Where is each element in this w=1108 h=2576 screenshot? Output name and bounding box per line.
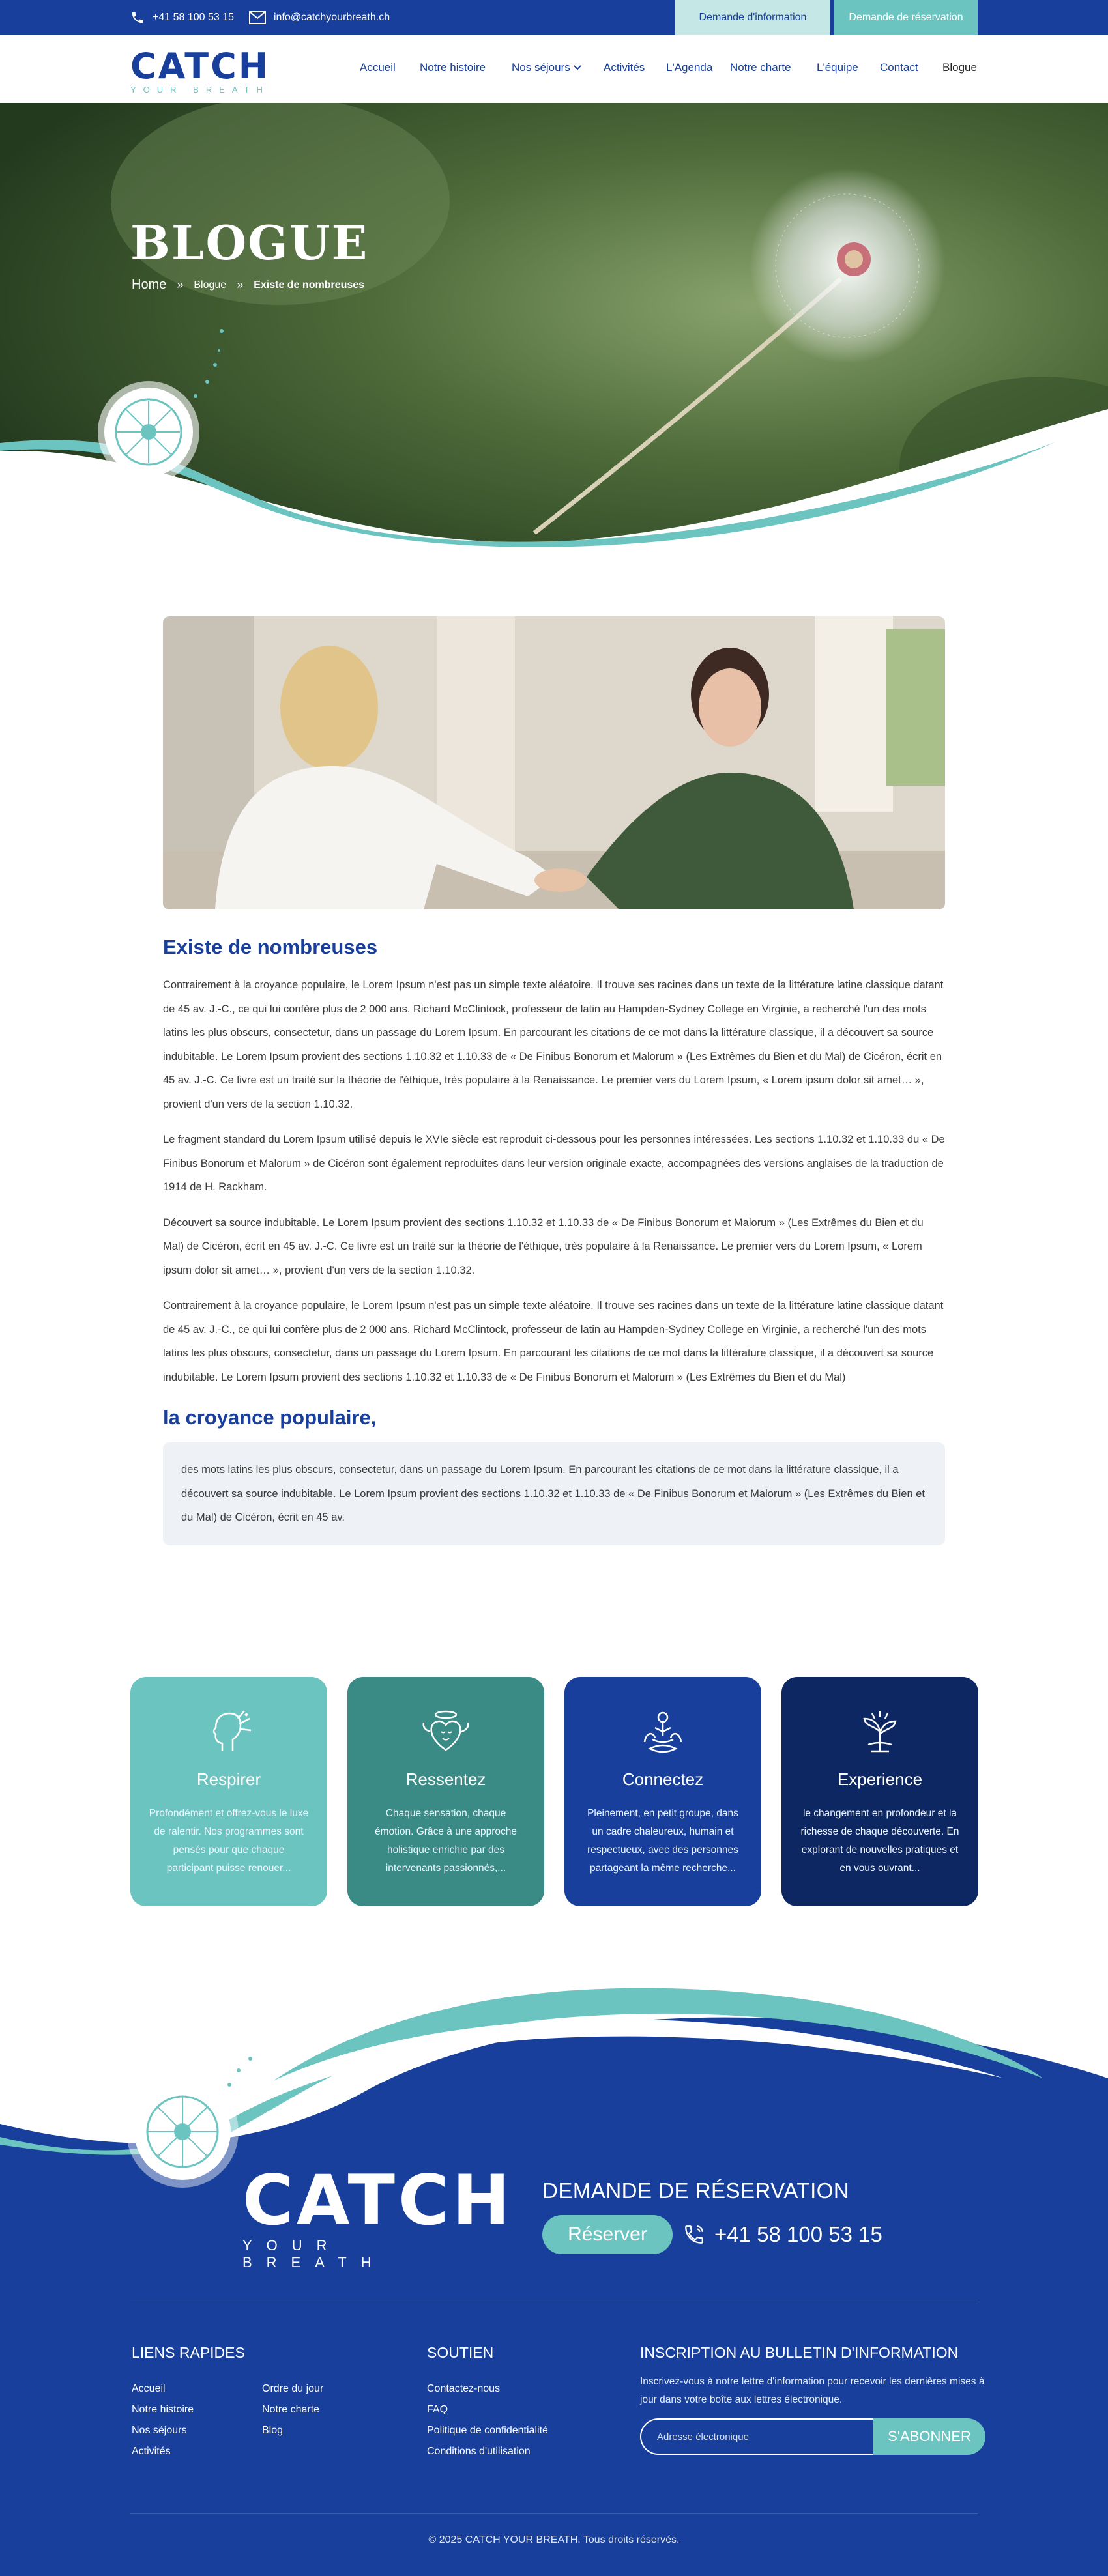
- feature-card[interactable]: [781, 1677, 978, 1906]
- feature-card-text: Pleinement, en petit groupe, dans un cadre chaleureux, humain et respectueux, avec des personnes partageant la même recherche...: [587, 1808, 738, 1874]
- breathing-head-icon: [203, 1706, 255, 1758]
- article-body: [163, 936, 945, 1545]
- nav-contact[interactable]: Contact: [880, 61, 918, 74]
- footer-link-contact[interactable]: Contactez-nous: [427, 2383, 501, 2394]
- breadcrumb-separator-icon: »: [237, 278, 244, 291]
- topbar-email[interactable]: [249, 0, 390, 35]
- footer-link-accueil[interactable]: Accueil: [132, 2383, 166, 2394]
- breadcrumb-section[interactable]: Blogue: [194, 279, 227, 291]
- site-header: [0, 35, 1108, 103]
- nav-accueil[interactable]: Accueil: [360, 61, 396, 74]
- main-nav: [0, 35, 1108, 103]
- nav-sejours[interactable]: [512, 61, 582, 74]
- article-featured-image: [163, 616, 945, 909]
- article-paragraph: Découvert sa source indubitable. Le Lorem Ipsum provient des sections 1.10.32 et 1.10.33 de « De Finibus Bonorum et Malorum » (Les Extrêmes du Bien et du Mal) de Cicéron, écrit en 45 av. J.-C. Ce livre est un traité sur la théorie de l'éthique, très populaire à la Renaissance. Le premier vers du Lorem Ipsum, « Lorem ipsum dolor sit amet… », provient d'un vers de la section 1.10.32.: [163, 1216, 924, 1276]
- nav-histoire[interactable]: Notre histoire: [420, 61, 486, 74]
- footer-phone[interactable]: [683, 2215, 882, 2254]
- nav-equipe[interactable]: L'équipe: [817, 61, 858, 74]
- newsletter-description: Inscrivez-vous à notre lettre d'information pour recevoir les dernières mises à jour dans votre boîte aux lettres électronique.: [640, 2376, 985, 2405]
- info-request-button[interactable]: Demande d'information: [675, 0, 830, 35]
- footer-link-blog[interactable]: Blog: [262, 2425, 284, 2436]
- footer-wave-background: [0, 1961, 1108, 2576]
- feature-cards: [130, 1677, 978, 1906]
- copyright-text: © 2025 CATCH YOUR BREATH. Tous droits réservés.: [428, 2534, 680, 2545]
- phone-icon: [683, 2224, 705, 2246]
- footer-logo-tagline: YOUR BREATH: [242, 2237, 386, 2270]
- newsletter-email-input[interactable]: [640, 2418, 882, 2455]
- article-paragraph: Contrairement à la croyance populaire, le Lorem Ipsum n'est pas un simple texte aléatoire. Il trouve ses racines dans un texte de la littérature latine classique datant de 45 av. J.-C., ce qui lui confère plus de 2 000 ans. Richard McClintock, professeur de latin au Hampden-Sydney College en Virginie, a recherché l'un des mots latins les plus obscurs, consectetur, dans un passage du Lorem Ipsum. En parcourant les citations de ce mot dans la littérature classique, il a découvert sa source indubitable. Le Lorem Ipsum provient des sections 1.10.32 et 1.10.33 de « De Finibus Bonorum et Malorum » (Les Extrêmes du Bien et du Mal) de Cicéron, écrit en 45 av. J.-C. Ce livre est un traité sur la théorie de l'éthique, très populaire à la Renaissance. Le premier vers du Lorem Ipsum, « Lorem ipsum dolor sit amet… », provient d'un vers de la section 1.10.32.: [163, 979, 944, 1110]
- newsletter-title: INSCRIPTION AU BULLETIN D'INFORMATION: [640, 2344, 959, 2361]
- subscribe-button[interactable]: S'ABONNER: [873, 2418, 985, 2455]
- feature-card[interactable]: [130, 1677, 327, 1906]
- topbar-phone-text: +41 58 100 53 15: [153, 12, 235, 23]
- footer-link-sejours[interactable]: Nos séjours: [132, 2425, 187, 2436]
- feature-card[interactable]: [564, 1677, 761, 1906]
- footer-link-faq[interactable]: FAQ: [427, 2404, 448, 2415]
- heart-angel-icon: [420, 1706, 472, 1758]
- feature-card-title: Ressentez: [405, 1769, 486, 1789]
- quick-links-title: LIENS RAPIDES: [132, 2344, 245, 2361]
- breadcrumb: [132, 278, 364, 293]
- booking-request-button[interactable]: Demande de réservation: [834, 0, 978, 35]
- article-paragraph: Contrairement à la croyance populaire, le Lorem Ipsum n'est pas un simple texte aléatoire. Il trouve ses racines dans un texte de la littérature latine classique datant de 45 av. J.-C., ce qui lui confère plus de 2 000 ans. Richard McClintock, professeur de latin au Hampden-Sydney College en Virginie, a recherché l'un des mots latins les plus obscurs, consectetur, dans un passage du Lorem Ipsum. En parcourant les citations de ce mot dans la littérature classique, il a découvert sa source indubitable. Le Lorem Ipsum provient des sections 1.10.32 et 1.10.33 de « De Finibus Bonorum et Malorum » (Les Extrêmes du Bien et du Mal): [163, 1300, 944, 1383]
- topbar-email-text: info@catchyourbreath.ch: [274, 12, 390, 23]
- chevron-down-icon: [573, 64, 582, 71]
- site-footer: [0, 1961, 1108, 2576]
- topbar-phone[interactable]: [130, 0, 234, 35]
- feature-card-text: le changement en profondeur et la richesse de chaque découverte. En explorant de nouvelles pratiques et en vous ouvrant...: [800, 1808, 959, 1874]
- footer-link-charte[interactable]: Notre charte: [262, 2404, 320, 2415]
- support-title: SOUTIEN: [427, 2344, 494, 2361]
- footer-logo-wordmark: CATCH: [242, 2160, 514, 2240]
- logo-tagline: YOUR BREATH: [130, 85, 270, 94]
- growth-sprout-icon: [854, 1706, 906, 1758]
- nav-sejours-label: Nos séjours: [512, 61, 570, 74]
- breadcrumb-separator-icon: »: [177, 278, 184, 291]
- booking-title: DEMANDE DE RÉSERVATION: [542, 2179, 850, 2203]
- newsletter-form: [640, 2418, 985, 2455]
- article-quote: des mots latins les plus obscurs, consectetur, dans un passage du Lorem Ipsum. En parcourant les citations de ce mot dans la littérature classique, il a découvert sa source indubitable. Le Lorem Ipsum provient des sections 1.10.32 et 1.10.33 de « De Finibus Bonorum et Malorum » (Les Extrêmes du Bien et du Mal) de Cicéron, écrit en 45 av.: [163, 1442, 945, 1545]
- nav-blogue[interactable]: Blogue: [942, 61, 977, 74]
- phone-icon: [130, 10, 145, 25]
- nav-agenda[interactable]: L'Agenda: [666, 61, 713, 74]
- feature-card-title: Respirer: [196, 1769, 261, 1789]
- hero-banner: [0, 103, 1108, 552]
- article-title: Existe de nombreuses: [163, 936, 378, 958]
- footer-divider: [130, 2513, 978, 2514]
- footer-link-terms[interactable]: Conditions d'utilisation: [427, 2446, 531, 2457]
- reserve-button[interactable]: Réserver: [542, 2215, 673, 2254]
- handshake-photo: [163, 616, 945, 909]
- feature-card-title: Connectez: [622, 1769, 704, 1789]
- top-bar: [0, 0, 1108, 35]
- footer-link-ordre[interactable]: Ordre du jour: [262, 2383, 324, 2394]
- footer-link-histoire[interactable]: Notre histoire: [132, 2404, 194, 2415]
- article-paragraph: Le fragment standard du Lorem Ipsum utilisé depuis le XVIe siècle est reproduit ci-dessous pour les personnes intéressées. Les sections 1.10.32 et 1.10.33 du « De Finibus Bonorum et Malorum » de Cicéron sont également reproduites dans leur version originale exacte, accompagnées des versions anglaises de la traduction de 1914 de H. Rackham.: [163, 1134, 945, 1193]
- breadcrumb-home[interactable]: Home: [132, 278, 167, 292]
- nav-charte[interactable]: Notre charte: [730, 61, 791, 74]
- page-title: BLOGUE: [130, 215, 369, 270]
- hero-dandelion-image: [0, 103, 1108, 552]
- footer-logo[interactable]: [242, 2160, 514, 2270]
- breadcrumb-current: Existe de nombreuses: [254, 279, 365, 291]
- feature-card-text: Profondément et offrez-vous le luxe de ralentir. Nos programmes sont pensés pour que chaque participant puisse renouer...: [149, 1808, 309, 1874]
- feature-card-title: Experience: [837, 1769, 923, 1789]
- logo-wordmark: CATCH: [130, 46, 270, 87]
- nav-activites[interactable]: Activités: [604, 61, 645, 74]
- meditation-lotus-icon: [637, 1706, 689, 1758]
- footer-link-privacy[interactable]: Politique de confidentialité: [427, 2425, 548, 2436]
- feature-card-text: Chaque sensation, chaque émotion. Grâce à une approche holistique enrichie par des intervenants passionnés,...: [375, 1808, 517, 1874]
- mail-icon: [249, 11, 266, 24]
- feature-card[interactable]: [347, 1677, 544, 1906]
- footer-phone-text: +41 58 100 53 15: [714, 2222, 882, 2246]
- article-subtitle: la croyance populaire,: [163, 1406, 377, 1429]
- footer-link-activites[interactable]: Activités: [132, 2446, 171, 2457]
